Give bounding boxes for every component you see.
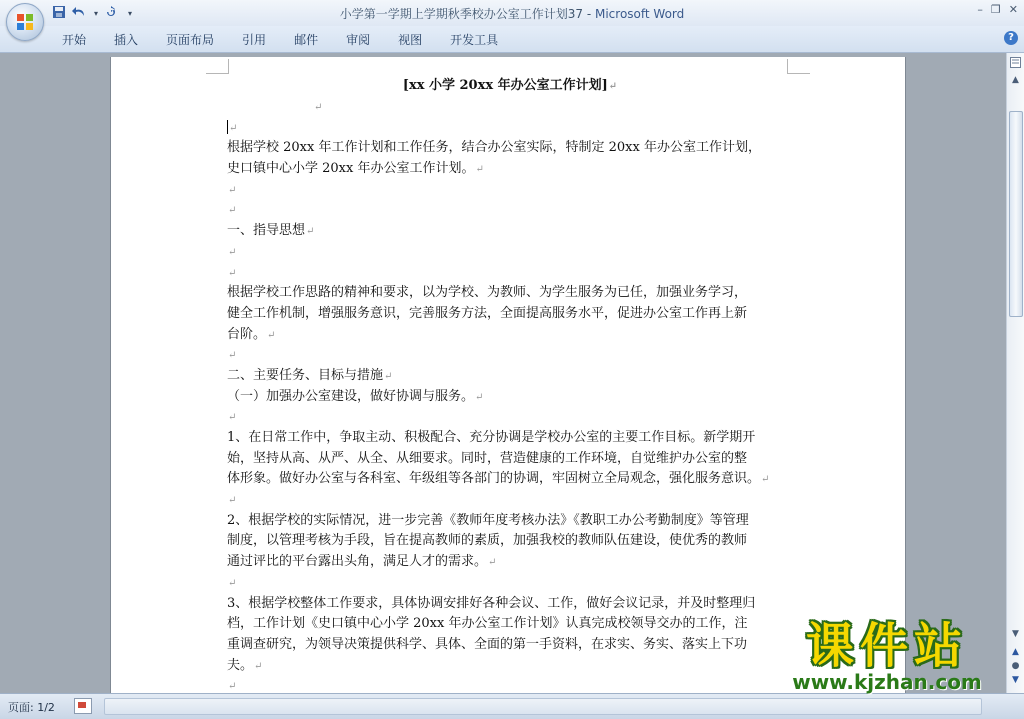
ruler-toggle-icon[interactable]: [1008, 57, 1023, 71]
paragraph-mark: ↵: [228, 577, 237, 589]
line-text: 通过评比的平台露出头角，满足人才的需求。: [227, 554, 488, 570]
document-line[interactable]: [227, 325, 793, 346]
document-line[interactable]: [227, 200, 793, 221]
line-text: （一）加强办公室建设，做好协调与服务。: [227, 388, 475, 404]
status-bar: [0, 693, 1024, 719]
paragraph-mark: ↵: [761, 474, 770, 486]
document-line[interactable]: [227, 387, 793, 408]
crop-mark-top-right: [787, 59, 810, 74]
app-name: Microsoft Word: [594, 7, 685, 21]
scrollbar-thumb[interactable]: [1009, 111, 1023, 317]
tab-insert[interactable]: 插入: [114, 33, 139, 47]
line-text: 3、根据学校整体工作要求，具体协调安排好各种会议、工作，做好会议记录，并及时整理归: [227, 595, 756, 611]
document-line[interactable]: [227, 573, 793, 594]
document-line[interactable]: [227, 97, 793, 118]
watermark-url: www.kjzhan.com: [792, 670, 982, 694]
proofing-icon[interactable]: [74, 698, 92, 714]
paragraph-mark: ↵: [228, 246, 237, 258]
window-title: [0, 5, 1024, 22]
document-line[interactable]: [227, 180, 793, 201]
tab-view[interactable]: 视图: [398, 33, 423, 47]
paragraph-mark: ↵: [475, 391, 484, 403]
line-text: 档，工作计划《史口镇中心小学 20xx 年办公室工作计划》认真完成校领导交办的工作，注: [227, 616, 748, 632]
document-line[interactable]: [227, 531, 793, 552]
tab-review[interactable]: 审阅: [346, 33, 371, 47]
paragraph-mark: ↵: [228, 205, 237, 217]
watermark-title: 课件站: [805, 618, 968, 674]
paragraph-mark: ↵: [228, 267, 237, 279]
window-controls: [977, 3, 1018, 16]
tab-mailings[interactable]: 邮件: [294, 33, 319, 47]
paragraph-mark: ↵: [314, 102, 323, 113]
customize-qat-icon[interactable]: ▾: [128, 8, 133, 18]
line-text: 2、根据学校的实际情况，进一步完善《教师年度考核办法》《教职工办公考勤制度》等管理: [227, 512, 749, 528]
line-text: 根据学校 20xx 年工作计划和工作任务，结合办公室实际，特制定 20xx 年办公室工作计划，: [227, 140, 761, 156]
document-title-text: [xx 小学 20xx 年办公室工作计划]: [402, 78, 608, 93]
site-watermark: [772, 620, 1002, 692]
document-line[interactable]: [227, 138, 793, 159]
document-line[interactable]: [227, 469, 793, 490]
line-text: 二、主要任务、目标与措施: [227, 367, 384, 383]
document-line[interactable]: [227, 366, 793, 387]
scroll-up-icon[interactable]: ▲: [1012, 75, 1019, 85]
line-text: 史口镇中心小学 20xx 年办公室工作计划。: [227, 161, 475, 177]
line-text: 夫。: [227, 657, 254, 673]
document-line[interactable]: [227, 428, 793, 449]
vertical-scrollbar[interactable]: [1006, 53, 1024, 693]
line-text: 根据学校工作思路的精神和要求，以为学校、为教师、为学生服务为已任，加强业务学习，: [227, 285, 748, 301]
paragraph-mark: ↵: [228, 412, 237, 424]
prev-page-icon[interactable]: ▲: [1012, 647, 1019, 657]
tab-references[interactable]: 引用: [242, 33, 267, 47]
paragraph-mark: ↵: [267, 329, 276, 341]
line-text: 重调查研究，为领导决策提供科学、具体、全面的第一手资料，在求实、务实、落实上下功: [227, 636, 748, 652]
document-body[interactable]: [227, 75, 793, 697]
paragraph-mark: ↵: [228, 681, 237, 693]
horizontal-scrollbar[interactable]: [104, 698, 982, 715]
document-page[interactable]: [110, 57, 906, 697]
page-number-status[interactable]: 页面: 1/2: [8, 701, 55, 714]
undo-dropdown-icon[interactable]: ▾: [94, 8, 99, 18]
document-line[interactable]: [227, 242, 793, 263]
document-line[interactable]: [227, 263, 793, 284]
paragraph-mark: ↵: [488, 557, 497, 569]
scroll-down-icon[interactable]: ▼: [1012, 629, 1019, 639]
ribbon-tab-bar: [0, 26, 1024, 53]
document-line[interactable]: [227, 490, 793, 511]
document-title: [227, 75, 793, 97]
paragraph-mark: ↵: [228, 495, 237, 507]
paragraph-mark: ↵: [608, 81, 618, 92]
document-line[interactable]: [227, 345, 793, 366]
paragraph-mark: ↵: [475, 164, 484, 176]
paragraph-mark: ↵: [228, 184, 237, 196]
paragraph-mark: ↵: [254, 660, 263, 672]
document-line[interactable]: [227, 159, 793, 180]
line-text: 制度，以管理考核为手段，旨在提高教师的素质，加强我校的教师队伍建设，使优秀的教师: [227, 533, 748, 549]
document-line[interactable]: [227, 449, 793, 470]
document-line[interactable]: [227, 511, 793, 532]
tab-developer[interactable]: 开发工具: [450, 33, 499, 47]
line-text: 台阶。: [227, 326, 267, 342]
line-text: 一、指导思想: [227, 223, 306, 239]
document-line[interactable]: [227, 594, 793, 615]
paragraph-mark: ↵: [384, 370, 393, 382]
ribbon-tabs: [48, 31, 512, 48]
document-line[interactable]: [227, 283, 793, 304]
title-bar: [0, 0, 1024, 27]
select-browse-icon[interactable]: ●: [1011, 661, 1020, 671]
close-button[interactable]: ✕: [1008, 3, 1018, 16]
tab-home[interactable]: 开始: [62, 33, 87, 47]
tab-page-layout[interactable]: 页面布局: [166, 33, 215, 47]
line-text: 体形象。做好办公室与各科室、年级组等各部门的协调，牢固树立全局观念，强化服务意识。: [227, 471, 761, 487]
text-cursor: [227, 120, 228, 134]
paragraph-mark: ↵: [229, 122, 238, 134]
line-text: 健全工作机制，增强服务意识，完善服务方法，全面提高服务水平，促进办公室工作再上新: [227, 305, 748, 321]
document-line[interactable]: [227, 656, 793, 677]
help-icon[interactable]: ?: [1004, 31, 1018, 45]
document-line[interactable]: [227, 614, 793, 635]
document-workspace: [0, 53, 1007, 693]
paragraph-mark: ↵: [228, 350, 237, 362]
document-name: 小学第一学期上学期秋季校办公室工作计划37: [339, 7, 584, 21]
crop-mark-top-left: [206, 59, 229, 74]
restore-button[interactable]: ❐: [990, 3, 1001, 16]
title-separator: -: [583, 7, 595, 21]
office-button-icon: [16, 13, 34, 31]
document-line[interactable]: [227, 304, 793, 325]
document-line[interactable]: [227, 635, 793, 656]
line-text: 1、在日常工作中，争取主动、积极配合、充分协调是学校办公室的主要工作目标。新学期开: [227, 430, 756, 445]
document-line[interactable]: [227, 221, 793, 242]
paragraph-mark: ↵: [306, 226, 315, 238]
minimize-button[interactable]: –: [977, 3, 983, 16]
line-text: 始，坚持从高、从严、从全、从细要求。同时，营造健康的工作环境，自觉维护办公室的整: [227, 450, 748, 466]
next-page-icon[interactable]: ▼: [1012, 675, 1019, 685]
document-line[interactable]: [227, 118, 793, 139]
document-line[interactable]: [227, 552, 793, 573]
office-button[interactable]: [6, 3, 44, 41]
document-line[interactable]: [227, 407, 793, 428]
